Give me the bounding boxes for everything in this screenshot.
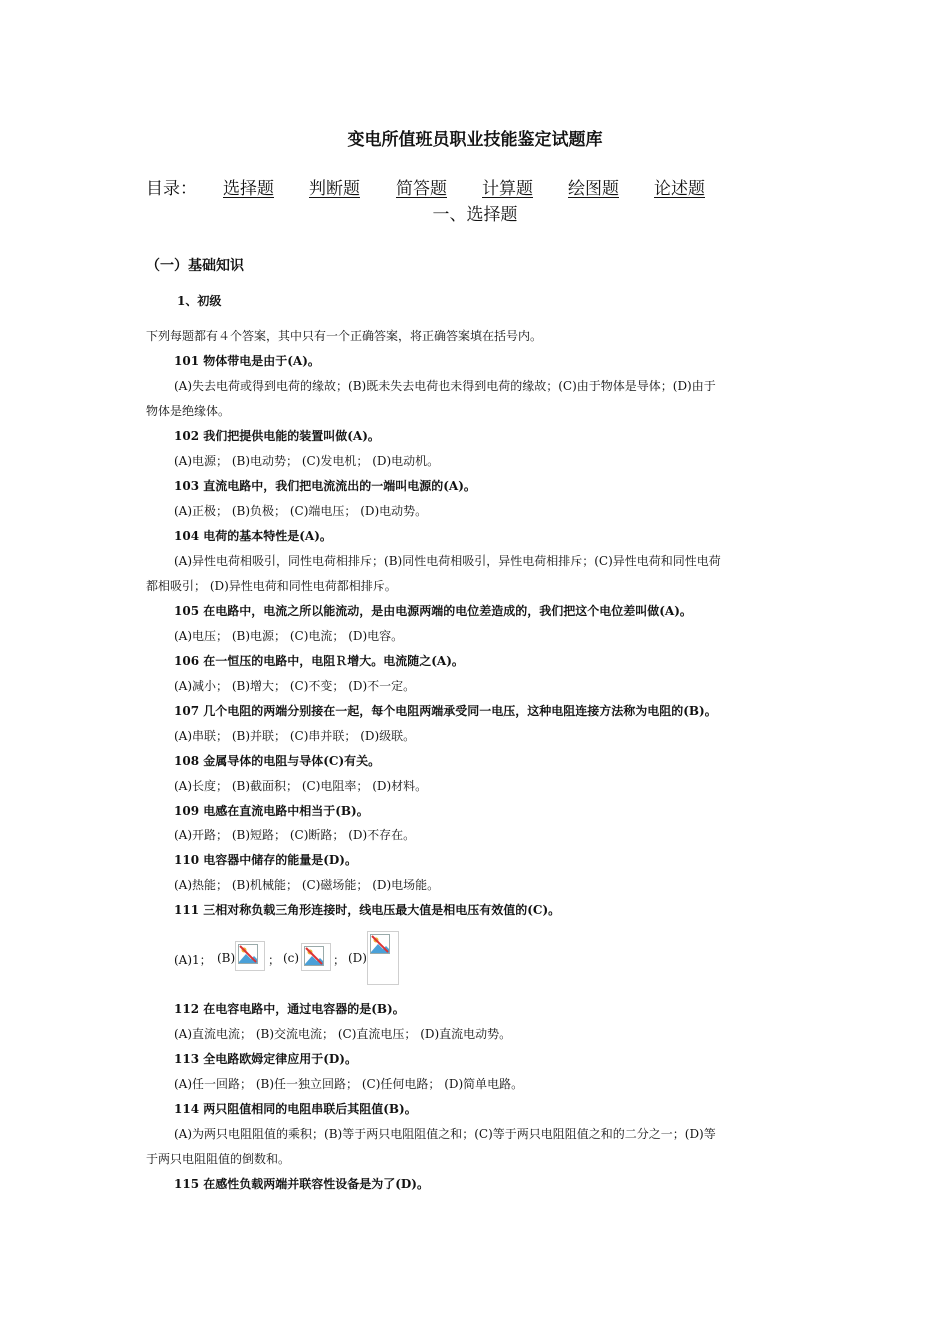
options-114: (A)为两只电阻阻值的乘积；(B)等于两只电阻阻值之和；(C)等于两只电阻阻值之和的二分之一；(D)等 bbox=[174, 1127, 716, 1141]
question-110: 110 电容器中储存的能量是(D)。 bbox=[174, 853, 357, 867]
question-112: 112 在电容电路中，通过电容器的是(B)。 bbox=[174, 1002, 405, 1016]
option-111-c-label: (c) bbox=[283, 951, 300, 965]
toc-link-drawing[interactable]: 绘图题 bbox=[568, 179, 619, 199]
options-113: (A)任一回路； (B)任一独立回路； (C)任何电路； (D)简单电路。 bbox=[174, 1077, 524, 1091]
question-115: 115 在感性负载两端并联容性设备是为了(D)。 bbox=[174, 1177, 429, 1191]
options-107: (A)串联； (B)并联； (C)串并联； (D)级联。 bbox=[174, 729, 416, 743]
options-103: (A)正极； (B)负极； (C)端电压； (D)电动势。 bbox=[174, 504, 428, 518]
question-104: 104 电荷的基本特性是(A)。 bbox=[174, 529, 332, 543]
question-111: 111 三相对称负载三角形连接时，线电压最大值是相电压有效值的(C)。 bbox=[174, 903, 561, 917]
question-113: 113 全电路欧姆定律应用于(D)。 bbox=[174, 1052, 357, 1066]
subsection-title: （一）基础知识 bbox=[146, 258, 244, 274]
question-107: 107 几个电阻的两端分别接在一起，每个电阻两端承受同一电压，这种电阻连接方法称为电阻的(B)。 bbox=[174, 704, 717, 718]
question-114: 114 两只阻值相同的电阻串联后其阻值(B)。 bbox=[174, 1102, 417, 1116]
question-103: 103 直流电路中，我们把电流流出的一端叫电源的(A)。 bbox=[174, 479, 476, 493]
broken-image-icon bbox=[367, 931, 399, 985]
options-101: (A)失去电荷或得到电荷的缘故；(B)既未失去电荷也未得到电荷的缘故；(C)由于物体是导体；(D)由于 bbox=[174, 379, 716, 393]
options-105: (A)电压； (B)电源； (C)电流； (D)电容。 bbox=[174, 629, 404, 643]
toc-link-calculation[interactable]: 计算题 bbox=[482, 179, 533, 199]
question-105: 105 在电路中，电流之所以能流动，是由电源两端的电位差造成的，我们把这个电位差叫做(A)。 bbox=[174, 604, 692, 618]
toc-link-judgement[interactable]: 判断题 bbox=[309, 179, 360, 199]
question-102: 102 我们把提供电能的装置叫做(A)。 bbox=[174, 429, 380, 443]
section-title: 一、选择题 bbox=[432, 205, 518, 225]
options-109: (A)开路； (B)短路； (C)断路； (D)不存在。 bbox=[174, 828, 416, 842]
level-title: 1、初级 bbox=[177, 294, 222, 308]
broken-image-icon bbox=[301, 943, 331, 971]
toc-link-short-answer[interactable]: 简答题 bbox=[396, 179, 447, 199]
question-108: 108 金属导体的电阻与导体(C)有关。 bbox=[174, 754, 381, 768]
options-104-cont: 都相吸引； (D)异性电荷和同性电荷都相排斥。 bbox=[146, 579, 397, 593]
options-102: (A)电源； (B)电动势； (C)发电机； (D)电动机。 bbox=[174, 454, 440, 468]
option-111-sep1: ； bbox=[268, 953, 281, 967]
toc-link-choice[interactable]: 选择题 bbox=[223, 179, 274, 199]
option-111-b-label: (B) bbox=[217, 951, 236, 965]
toc-label: 目录： bbox=[146, 179, 197, 199]
broken-image-icon bbox=[235, 941, 265, 971]
options-114-cont: 于两只电阻阻值的倒数和。 bbox=[146, 1152, 291, 1166]
toc-link-essay[interactable]: 论述题 bbox=[654, 179, 705, 199]
question-109: 109 电感在直流电路中相当于(B)。 bbox=[174, 804, 369, 818]
option-111-sep2: ； bbox=[333, 953, 346, 967]
options-108: (A)长度； (B)截面积； (C)电阻率； (D)材料。 bbox=[174, 779, 428, 793]
question-101: 101 物体带电是由于(A)。 bbox=[174, 354, 320, 368]
question-106: 106 在一恒压的电路中，电阻Ｒ增大。电流随之(A)。 bbox=[174, 654, 464, 668]
instructions: 下列每题都有４个答案，其中只有一个正确答案，将正确答案填在括号内。 bbox=[146, 329, 543, 343]
document-title: 变电所值班员职业技能鉴定试题库 bbox=[347, 130, 603, 150]
option-111-d-label: (D) bbox=[348, 951, 367, 965]
options-106: (A)减小； (B)增大； (C)不变； (D)不一定。 bbox=[174, 679, 416, 693]
options-110: (A)热能； (B)机械能； (C)磁场能； (D)电场能。 bbox=[174, 878, 440, 892]
option-111-a: (A)1； bbox=[174, 953, 212, 967]
options-101-cont: 物体是绝缘体。 bbox=[146, 404, 231, 418]
options-112: (A)直流电流； (B)交流电流； (C)直流电压； (D)直流电动势。 bbox=[174, 1027, 512, 1041]
options-104: (A)异性电荷相吸引，同性电荷相排斥；(B)同性电荷相吸引，异性电荷相排斥；(C)异性电荷和同性电荷 bbox=[174, 554, 721, 568]
